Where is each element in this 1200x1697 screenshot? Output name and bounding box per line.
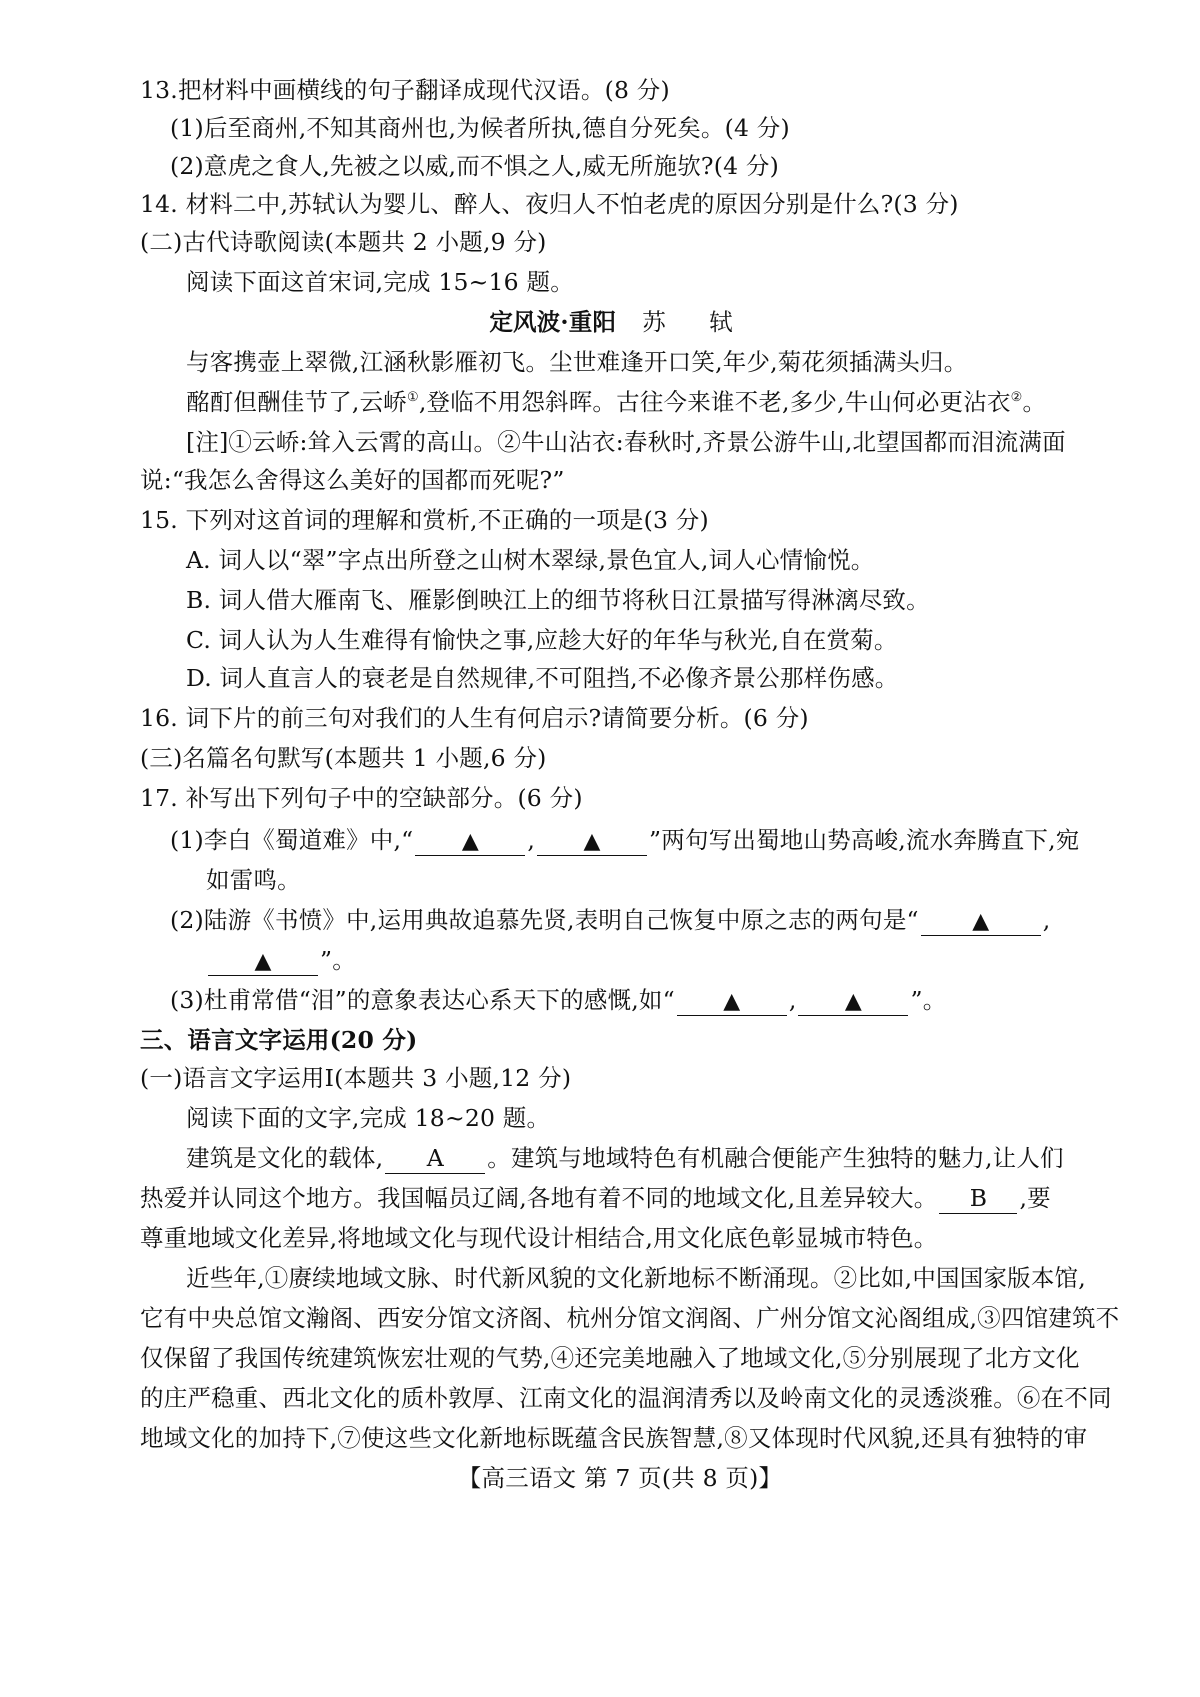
poem-note-line-2: 说:“我怎么舍得这么美好的国都而死呢?” bbox=[140, 466, 565, 494]
q15-option-d: D. 词人直言人的衰老是自然规律,不可阻挡,不必像齐景公那样伤感。 bbox=[186, 664, 899, 692]
section-language-1: (一)语言文字运用Ⅰ(本题共 3 小题,12 分) bbox=[140, 1064, 572, 1092]
q17-item-2: (2)陆游《书愤》中,运用典故追慕先贤,表明自己恢复中原之志的两句是“ ▲ , bbox=[170, 900, 1200, 940]
q15-option-b: B. 词人借大雁南飞、雁影倒映江上的细节将秋日江景描写得淋漓尽致。 bbox=[186, 586, 930, 614]
q13-sub2: (2)意虎之食人,先被之以威,而不惧之人,威无所施欤?(4 分) bbox=[170, 152, 779, 180]
answer-blank[interactable] bbox=[208, 943, 318, 976]
passage-line-5: 它有中央总馆文瀚阁、西安分馆文济阁、杭州分馆文润阁、广州分馆文沁阁组成,③四馆建筑不 bbox=[140, 1304, 1120, 1332]
footnote-2-mark: ② bbox=[1010, 390, 1023, 406]
answer-blank-b[interactable]: B bbox=[939, 1181, 1017, 1214]
passage-line-2: 热爱并认同这个地方。我国幅员辽阔,各地有着不同的地域文化,且差异较大。 B ,要 bbox=[140, 1178, 1200, 1218]
triangle-marker: ▲ bbox=[461, 829, 479, 854]
answer-blank[interactable] bbox=[677, 983, 787, 1016]
passage-line-6: 仅保留了我国传统建筑恢宏壮观的气势,④还完美地融入了地域文化,⑤分别展现了北方文化 bbox=[140, 1344, 1080, 1372]
answer-blank[interactable] bbox=[798, 983, 908, 1016]
poem-author: 苏 轼 bbox=[642, 308, 751, 336]
q15-option-c: C. 词人认为人生难得有愉快之事,应趁大好的年华与秋光,自在赏菊。 bbox=[186, 626, 898, 654]
triangle-marker: ▲ bbox=[844, 989, 863, 1014]
q17-stem: 17. 补写出下列句子中的空缺部分。(6 分) bbox=[140, 784, 583, 812]
part-3-heading: 三、语言文字运用(20 分) bbox=[140, 1026, 418, 1054]
q13-sub1: (1)后至商州,不知其商州也,为候者所执,德自分死矣。(4 分) bbox=[170, 114, 790, 142]
passage-line-3: 尊重地域文化差异,将地域文化与现代设计相结合,用文化底色彰显城市特色。 bbox=[140, 1224, 938, 1252]
section-poetry: (二)古代诗歌阅读(本题共 2 小题,9 分) bbox=[140, 228, 547, 256]
answer-blank[interactable] bbox=[921, 903, 1041, 936]
q17-item-1-cont: 如雷鸣。 bbox=[206, 866, 301, 894]
triangle-marker: ▲ bbox=[254, 949, 272, 974]
language-intro: 阅读下面的文字,完成 18~20 题。 bbox=[186, 1104, 551, 1132]
passage-line-4: 近些年,①赓续地域文脉、时代新风貌的文化新地标不断涌现。②比如,中国国家版本馆, bbox=[186, 1264, 1086, 1292]
q17-item-2-cont: ▲ ”。 bbox=[206, 940, 1200, 980]
footnote-1-mark: ① bbox=[406, 390, 419, 406]
poem-line-1: 与客携壶上翠微,江涵秋影雁初飞。尘世难逢开口笑,年少,菊花须插满头归。 bbox=[186, 348, 968, 376]
q15-stem: 15. 下列对这首词的理解和赏析,不正确的一项是(3 分) bbox=[140, 506, 709, 534]
answer-blank[interactable] bbox=[415, 823, 525, 856]
poetry-intro: 阅读下面这首宋词,完成 15~16 题。 bbox=[186, 268, 574, 296]
triangle-marker: ▲ bbox=[583, 829, 601, 854]
section-recitation: (三)名篇名句默写(本题共 1 小题,6 分) bbox=[140, 744, 547, 772]
passage-line-8: 地域文化的加持下,⑦使这些文化新地标既蕴含民族智慧,⑧又体现时代风貌,还具有独特的审 bbox=[140, 1424, 1088, 1452]
answer-blank[interactable] bbox=[537, 823, 647, 856]
passage-line-1: 建筑是文化的载体, A 。建筑与地域特色有机融合便能产生独特的魅力,让人们 bbox=[186, 1138, 1200, 1178]
q16-stem: 16. 词下片的前三句对我们的人生有何启示?请简要分析。(6 分) bbox=[140, 704, 809, 732]
q14-stem: 14. 材料二中,苏轼认为婴儿、醉人、夜归人不怕老虎的原因分别是什么?(3 分) bbox=[140, 190, 959, 218]
triangle-marker: ▲ bbox=[723, 989, 741, 1014]
q15-option-a: A. 词人以“翠”字点出所登之山树木翠绿,景色宜人,词人心情愉悦。 bbox=[186, 546, 875, 574]
q17-item-1: (1)李白《蜀道难》中,“ ▲ , ▲ ”两句写出蜀地山势高峻,流水奔腾直下,宛 bbox=[170, 820, 1200, 860]
q17-item-3: (3)杜甫常借“泪”的意象表达心系天下的感慨,如“ ▲ , ▲ ”。 bbox=[170, 980, 1200, 1020]
page-footer: 【高三语文 第 7 页(共 8 页)】 bbox=[457, 1464, 783, 1492]
answer-blank-a[interactable]: A bbox=[385, 1141, 485, 1174]
q13-stem: 13.把材料中画横线的句子翻译成现代汉语。(8 分) bbox=[140, 76, 670, 104]
passage-line-7: 的庄严稳重、西北文化的质朴敦厚、江南文化的温润清秀以及岭南文化的灵透淡雅。⑥在不同 bbox=[140, 1384, 1112, 1412]
triangle-marker: ▲ bbox=[972, 909, 990, 934]
poem-title-line bbox=[0, 302, 1200, 342]
poem-title: 定风波·重阳 bbox=[489, 308, 617, 336]
poem-line-2: 酩酊但酬佳节了,云峤①,登临不用怨斜晖。古往今来谁不老,多少,牛山何必更沾衣②。 bbox=[186, 388, 1047, 416]
poem-note-line-1: [注]①云峤:耸入云霄的高山。②牛山沾衣:春秋时,齐景公游牛山,北望国都而泪流满面 bbox=[186, 428, 1066, 456]
